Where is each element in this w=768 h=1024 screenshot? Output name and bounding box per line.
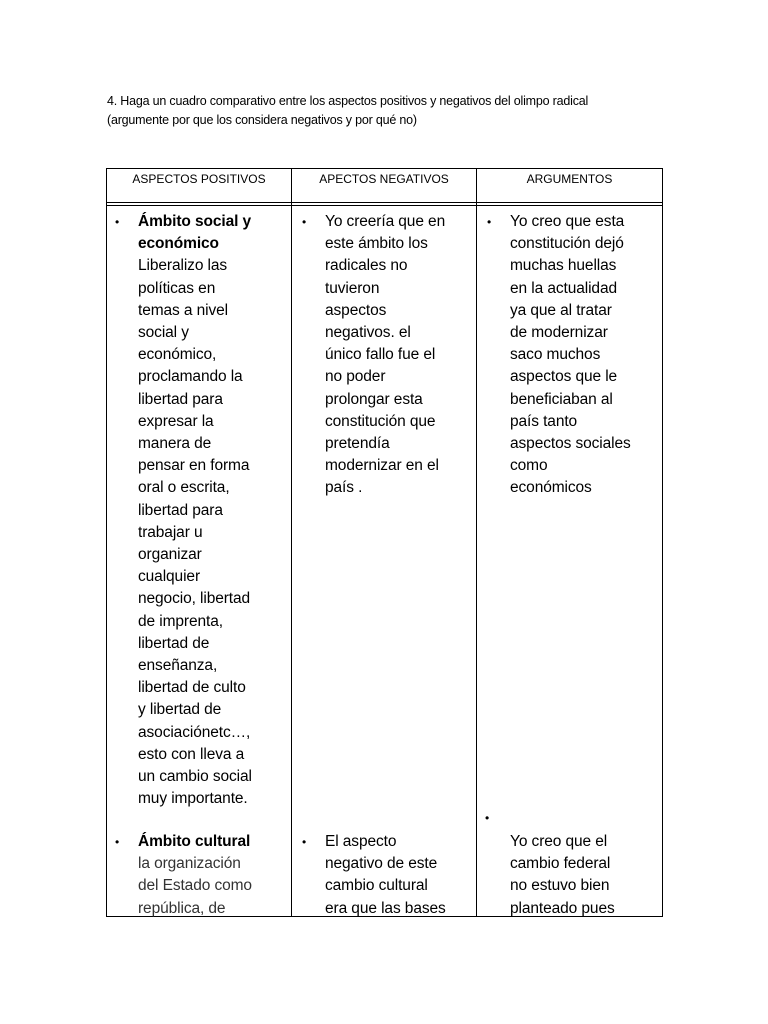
text-line: temas a nivel bbox=[138, 301, 229, 319]
text-line: El aspecto bbox=[325, 833, 397, 850]
text-line: muchas huellas bbox=[510, 257, 617, 275]
list-item bbox=[302, 211, 475, 500]
text-line: del Estado como bbox=[138, 877, 252, 895]
text-line: manera de bbox=[138, 435, 212, 453]
empty-bullet: • bbox=[485, 811, 490, 825]
text-line: proclamando la bbox=[138, 368, 243, 386]
positive-cell bbox=[107, 206, 292, 917]
text-line: prolongar esta bbox=[325, 390, 423, 408]
text-line: cambio federal bbox=[510, 855, 611, 873]
negative-cell bbox=[292, 206, 477, 917]
text-line: planteado pues bbox=[510, 899, 615, 917]
text-line: políticas en bbox=[138, 279, 216, 297]
list-item bbox=[115, 831, 288, 920]
list-item bbox=[302, 831, 475, 920]
text-line: no estuvo bien bbox=[510, 877, 610, 895]
bullet: • bbox=[115, 835, 120, 849]
text-line: económicos bbox=[510, 479, 592, 497]
text-line: único fallo fue el bbox=[325, 346, 436, 364]
text-line: república, de bbox=[138, 899, 226, 917]
bullet: • bbox=[115, 215, 120, 229]
question-text bbox=[107, 92, 667, 130]
positive-1-body bbox=[138, 255, 288, 810]
text-line: cualquier bbox=[138, 568, 201, 586]
text-line: esto con lleva a bbox=[138, 745, 245, 763]
text-line: era que las bases bbox=[325, 899, 446, 917]
text-line: tuvieron bbox=[325, 279, 380, 297]
text-line: este ámbito los bbox=[325, 235, 428, 253]
positive-1-title: Ámbito social y económico bbox=[138, 213, 252, 253]
text-line: Yo creo que el bbox=[510, 833, 608, 850]
text-line: país tanto bbox=[510, 412, 578, 430]
text-line: expresar la bbox=[138, 412, 214, 430]
text-line: libertad de bbox=[138, 634, 210, 652]
bullet: • bbox=[487, 215, 492, 229]
text-line: aspectos bbox=[325, 301, 387, 319]
text-line: muy importante. bbox=[138, 790, 248, 808]
comparison-table bbox=[106, 168, 663, 917]
text-line: social y bbox=[138, 324, 189, 342]
text-line: la organización bbox=[138, 855, 241, 873]
text-line: saco muchos bbox=[510, 346, 601, 364]
header-positive: ASPECTOS POSITIVOS bbox=[107, 169, 292, 203]
text-line: aspectos sociales bbox=[510, 435, 631, 453]
text-line: de modernizar bbox=[510, 324, 608, 342]
text-line: organizar bbox=[138, 546, 202, 564]
text-line: libertad para bbox=[138, 390, 223, 408]
text-line: como bbox=[510, 457, 548, 475]
text-line: libertad para bbox=[138, 501, 223, 519]
text-line: Yo creo que esta bbox=[510, 213, 625, 230]
positive-2-title: Ámbito cultural bbox=[138, 833, 251, 850]
list-item bbox=[510, 831, 655, 920]
text-line: país . bbox=[325, 479, 363, 497]
header-negative: APECTOS NEGATIVOS bbox=[292, 169, 477, 203]
bullet: • bbox=[302, 835, 307, 849]
text-line: pretendía bbox=[325, 435, 390, 453]
text-line: un cambio social bbox=[138, 768, 252, 786]
text-line: constitución dejó bbox=[510, 235, 624, 253]
text-line: Liberalizo las bbox=[138, 257, 228, 275]
text-line: oral o escrita, bbox=[138, 479, 230, 497]
text-line: pensar en forma bbox=[138, 457, 250, 475]
list-item bbox=[487, 211, 655, 500]
text-line: libertad de culto bbox=[138, 679, 246, 697]
text-line: económico, bbox=[138, 346, 217, 364]
header-arguments: ARGUMENTOS bbox=[477, 169, 663, 203]
text-line: Yo creería que en bbox=[325, 213, 446, 230]
question-line-1: 4. Haga un cuadro comparativo entre los aspectos positivos y negativos del olimpo radical bbox=[107, 94, 589, 108]
text-line: negocio, libertad bbox=[138, 590, 251, 608]
list-item bbox=[115, 211, 288, 810]
question-line-2: (argumente por que los considera negativos y por qué no) bbox=[107, 113, 417, 127]
arguments-cell bbox=[477, 206, 663, 917]
text-line: negativo de este bbox=[325, 855, 438, 873]
header-row bbox=[107, 169, 663, 203]
text-line: enseñanza, bbox=[138, 657, 218, 675]
content-row bbox=[107, 206, 663, 917]
text-line: modernizar en el bbox=[325, 457, 439, 475]
text-line: no poder bbox=[325, 368, 386, 386]
text-line: de imprenta, bbox=[138, 612, 223, 630]
text-line: asociaciónetc…, bbox=[138, 723, 251, 741]
text-line: y libertad de bbox=[138, 701, 222, 719]
text-line: aspectos que le bbox=[510, 368, 618, 386]
bullet: • bbox=[302, 215, 307, 229]
text-line: en la actualidad bbox=[510, 279, 617, 297]
text-line: ya que al tratar bbox=[510, 301, 612, 319]
text-line: beneficiaban al bbox=[510, 390, 613, 408]
text-line: radicales no bbox=[325, 257, 408, 275]
text-line: negativos. el bbox=[325, 324, 411, 342]
text-line: trabajar u bbox=[138, 523, 203, 541]
text-line: constitución que bbox=[325, 412, 436, 430]
positive-2-body bbox=[138, 853, 288, 920]
text-line: cambio cultural bbox=[325, 877, 428, 895]
